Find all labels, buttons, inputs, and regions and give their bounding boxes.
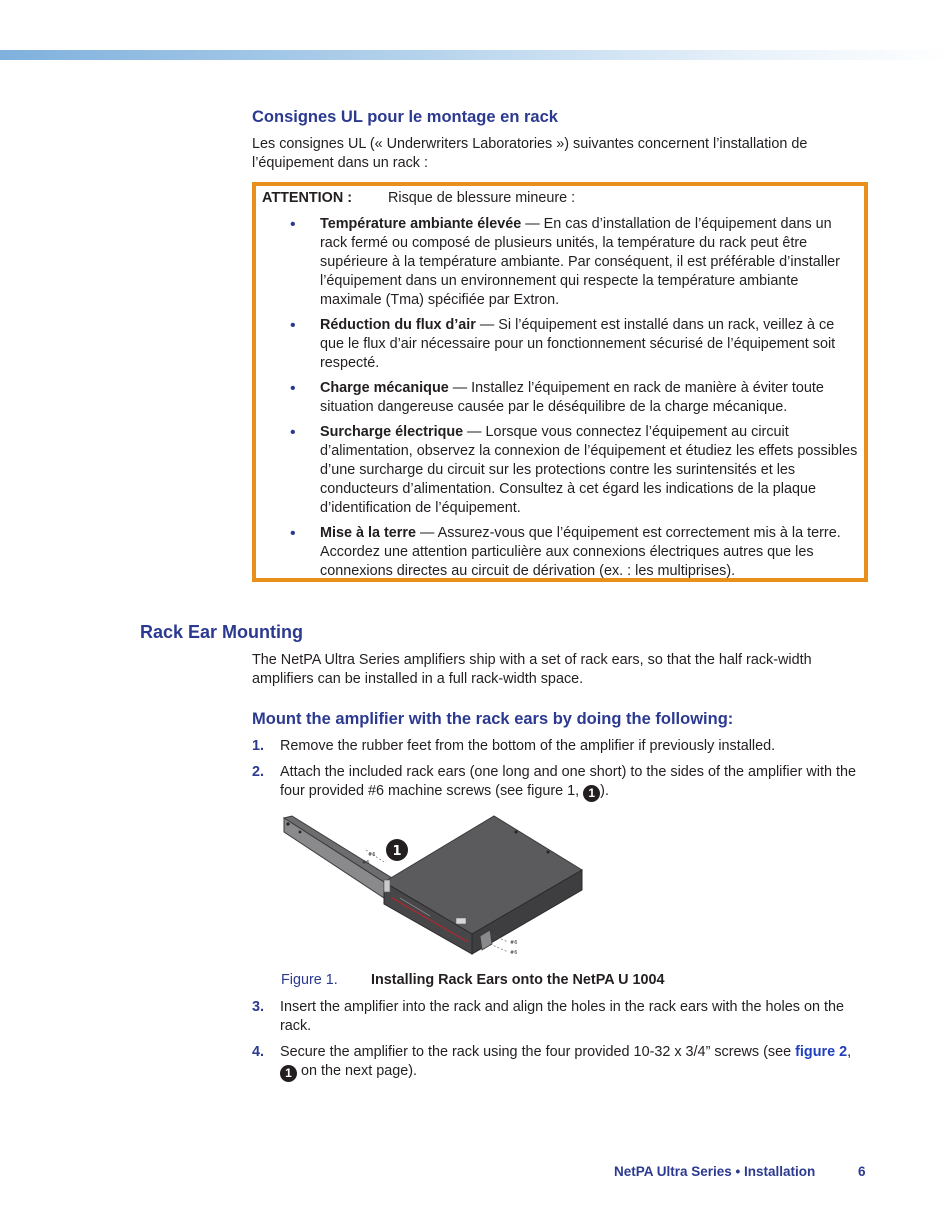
warning-item: [290, 215, 860, 310]
step-text-end: on the next page).: [297, 1063, 418, 1079]
warning-item: [290, 316, 860, 373]
step-text: Attach the included rack ears (one long and one short) to the sides of the amplifier with the four provided #6 machine screws (see figure 1,: [280, 764, 856, 799]
warning-text: Risque de blessure mineure :: [388, 190, 576, 206]
bullet-icon: •: [290, 380, 296, 397]
callout-1-icon: 1: [280, 1065, 297, 1082]
ul-intro-line1: Les consignes UL (« Underwriters Laboratories ») suivantes concernent l’installation de: [252, 136, 808, 152]
figure-callout-label: 1: [392, 844, 402, 859]
steps-list-a: [252, 737, 862, 809]
svg-text:#6: #6: [510, 950, 518, 956]
warning-item-title: Charge mécanique: [320, 380, 449, 396]
page-number: 6: [858, 1164, 866, 1179]
warning-list: [290, 215, 860, 587]
ul-intro-line2: l’équipement dans un rack :: [252, 155, 428, 171]
header-gradient-bar: [0, 50, 950, 60]
warning-item: [290, 423, 860, 518]
step-item: [252, 737, 862, 756]
warning-item-text: — Assurez-vous que l’équipement est correctement mis à la terre. Accordez une attention particulière aux connexions électriques autres que les connexions directes au circuit de dérivation (ex. : les multiprises).: [320, 525, 841, 579]
bullet-icon: •: [290, 216, 296, 233]
warning-item-title: Température ambiante élevée: [320, 216, 522, 232]
step-item: [252, 998, 862, 1036]
warning-item-text: — Si l’équipement est installé dans un rack, veillez à ce que le flux d’air nécessaire pour un fonctionnement sécurisé de l’équipement soit respecté.: [320, 317, 836, 371]
warning-item-title: Réduction du flux d’air: [320, 317, 476, 333]
warning-item-text: — Lorsque vous connectez l’équipement au circuit d’alimentation, observez la connexion de l’équipement et étudiez les effets possibles d’une surcharge du circuit sur les protections contre les surintensités et les conducteurs d’alimentation. Consultez à cet égard les indications de la plaque d’identification de l’équipement.: [320, 424, 858, 516]
figure-title: Installing Rack Ears onto the NetPA U 1004: [371, 972, 665, 988]
callout-1-icon: 1: [583, 785, 600, 802]
rack-ear-intro: The NetPA Ultra Series amplifiers ship with a set of rack ears, so that the half rack-width amplifiers can be installed in a full rack-width space.: [252, 652, 812, 687]
amplifier-rack-ear-illustration: [280, 812, 590, 962]
svg-text:#6: #6: [510, 940, 518, 946]
step-number: 4.: [252, 1044, 265, 1060]
steps-list-b: [252, 998, 862, 1089]
svg-text:#6: #6: [368, 852, 376, 858]
ul-section-intro: [252, 135, 862, 173]
warning-item-title: Surcharge électrique: [320, 424, 464, 440]
bullet-icon: •: [290, 525, 296, 542]
step-number: 1.: [252, 738, 265, 754]
warning-item-text: — Installez l’équipement en rack de manière à éviter toute situation dangereuse causée par le déséquilibre de la charge mécanique.: [320, 380, 824, 415]
step-text: Remove the rubber feet from the bottom of the amplifier if previously installed.: [280, 738, 776, 754]
rack-ear-heading: Rack Ear Mounting: [140, 622, 304, 642]
warning-header: [262, 190, 576, 206]
svg-text:#6: #6: [362, 860, 370, 866]
footer-title: NetPA Ultra Series • Installation: [614, 1164, 816, 1179]
warning-label: ATTENTION :: [262, 190, 353, 206]
procedure-heading: Mount the amplifier with the rack ears by doing the following:: [252, 710, 734, 728]
warning-item: [290, 524, 860, 581]
ul-section-heading: Consignes UL pour le montage en rack: [252, 108, 558, 126]
warning-item-title: Mise à la terre: [320, 525, 416, 541]
step-item: [252, 1043, 862, 1082]
figure-number: Figure 1.: [281, 972, 338, 988]
warning-box: [252, 182, 868, 582]
bullet-icon: •: [290, 424, 296, 441]
step-number: 2.: [252, 764, 265, 780]
step-text-end: ).: [600, 783, 609, 799]
step-number: 3.: [252, 999, 265, 1015]
step-text: Insert the amplifier into the rack and align the holes in the rack ears with the holes on the rack.: [280, 999, 844, 1034]
step-text: Secure the amplifier to the rack using the four provided 10-32 x 3/4” screws (see: [280, 1044, 796, 1060]
step-item: [252, 763, 862, 802]
warning-item-text: — En cas d’installation de l’équipement dans un rack fermé ou composé de plusieurs unités, la température du rack peut être supérieure à la température ambiante. Par conséquent, il est préférable d’installer l’équipement dans un environnement qui respecte la température ambiante maximale (Tma) spécifiée par Extron.: [320, 216, 840, 308]
figure-2-link[interactable]: figure 2: [795, 1044, 848, 1060]
step-text-mid: ,: [847, 1044, 852, 1060]
warning-item: [290, 379, 860, 417]
figure-caption: [281, 972, 665, 988]
bullet-icon: •: [290, 317, 296, 334]
